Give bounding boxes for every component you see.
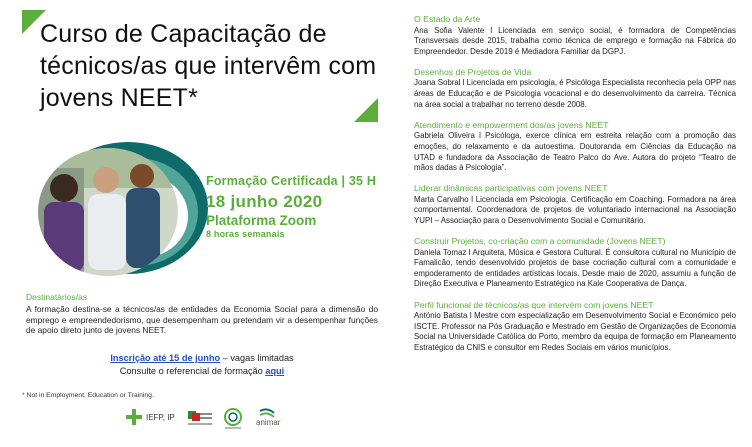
certification-label: Formação Certificada | 35 H — [206, 174, 377, 188]
logos-row — [124, 407, 304, 431]
module-heading: Desenhos de Projetos de Vida — [414, 66, 532, 77]
corner-accent-bottom — [354, 98, 378, 122]
destinatarios-text: A formação destina-se a técnicos/as de entidades da Economia Social para a dimensão do emprego e empreendedorismo, que desempenham ou pretendam vir a desempenhar funções de apoio direto junto de jovens NEET. — [26, 304, 378, 335]
module-section — [414, 300, 736, 354]
module-heading: Construir Projetos, co-criação com a comunidade (Jovens NEET) — [414, 236, 666, 247]
governo-portugal-logo-icon — [186, 407, 214, 431]
module-heading: Perfil funcional de técnicos/as que intervém com jovens NEET — [414, 299, 654, 310]
referencial-line — [26, 365, 378, 378]
green-cross-logo-icon — [124, 407, 144, 431]
page-title: Curso de Capacitação de técnicos/as que intervêm com jovens NEET* — [40, 20, 377, 112]
module-text: Marta Carvalho l Licenciada em Psicologia. Certificação em Coaching. Formadora na área comportamental. Coordenadora de projetos de voluntariado internacional na Associação YUPI – Associação para o Desenvolvimento Social e Comunitário. — [414, 194, 736, 225]
destinatarios-block — [26, 292, 378, 335]
inscricao-line — [26, 352, 378, 365]
module-text: António Batista l Mestre com especialização em Desenvolvimento Social e Económico pelo ISCTE. Professor na Pós Graduação e Mestrado em Gestão de Organizações de Economia Social na Universidade Católica do Porto, membro da equipa de formação em Planeamento Estratégico da CNIS e consultor em Redes Sociais em vários municípios. — [414, 311, 736, 352]
module-heading: Atendimento e empowerment dos/as jovens NEET — [414, 119, 609, 130]
module-heading: Liderar dinâmicas participativas com jovens NEET — [414, 183, 608, 194]
module-section — [414, 236, 736, 290]
course-date: 18 junho 2020 — [206, 192, 323, 211]
referencial-text: Consulte o referencial de formação — [119, 366, 266, 376]
module-heading: O Estado da Arte — [414, 14, 481, 24]
module-section — [414, 67, 736, 110]
module-section — [414, 183, 736, 226]
animar-logo-text: animar — [256, 418, 281, 427]
course-hours: 8 horas semanais — [206, 229, 285, 239]
course-info — [206, 174, 382, 239]
module-section — [414, 120, 736, 174]
inscricao-block — [26, 352, 378, 378]
module-text: Joana Sobral l Licenciada em psicologia, é Psicóloga Especialista reconhecia pela OPP nas áreas de Educação e de Psicologia vocacional e do desenvolvimento da carreira. Técnica na área social a trabalhar no terreno desde 2008. — [414, 78, 736, 109]
hero-image — [24, 128, 212, 284]
module-section — [414, 14, 736, 57]
referencial-link[interactable]: aqui — [265, 366, 285, 376]
inscricao-link[interactable]: Inscrição até 15 de junho — [110, 353, 221, 363]
course-platform: Plataforma Zoom — [206, 213, 317, 228]
module-text: Ana Sofia Valente l Licenciada em serviço social, é formadora de Competências Transversais desde 2015, trabalha como técnica de emprego e formação na Fábrica do Empreendedor. Desde 2019 é Mediadora Familiar da DGPJ. — [414, 25, 736, 56]
inscricao-rest: – vagas limitadas — [220, 353, 294, 363]
modules-column — [414, 14, 736, 363]
iefp-logo: IEFP, IP — [146, 413, 175, 422]
destinatarios-heading: Destinatários/as — [26, 292, 87, 302]
module-text: Daniela Tomaz l Arquiteta, Música e Gestora Cultural. É consultora cultural no Município de Famalicão, tendo desenvolvido projetos de base cocriação cultural com a comunidade e empoderamento de entidades artísticas locais. Desde maio de 2020, assumiu a função de Direção Executiva e Planeamento Estratégico na Kale Cooperativa de Dança. — [414, 247, 736, 289]
module-text: Gabriela Oliveira l Psicóloga, exerce clínica em estreita relação com a promoção das emoções, do relaxamento e da autoestima. Doutoranda em Ciências da Educação na UTAD e fundadora da Associação de Teatro Palco do Ave. Autora do projeto “Teatro de mãos dadas à Psicologia”. — [414, 131, 736, 173]
footnote: * Not in Employment, Education or Training. — [22, 392, 154, 399]
economia-social-logo-icon — [222, 407, 244, 431]
